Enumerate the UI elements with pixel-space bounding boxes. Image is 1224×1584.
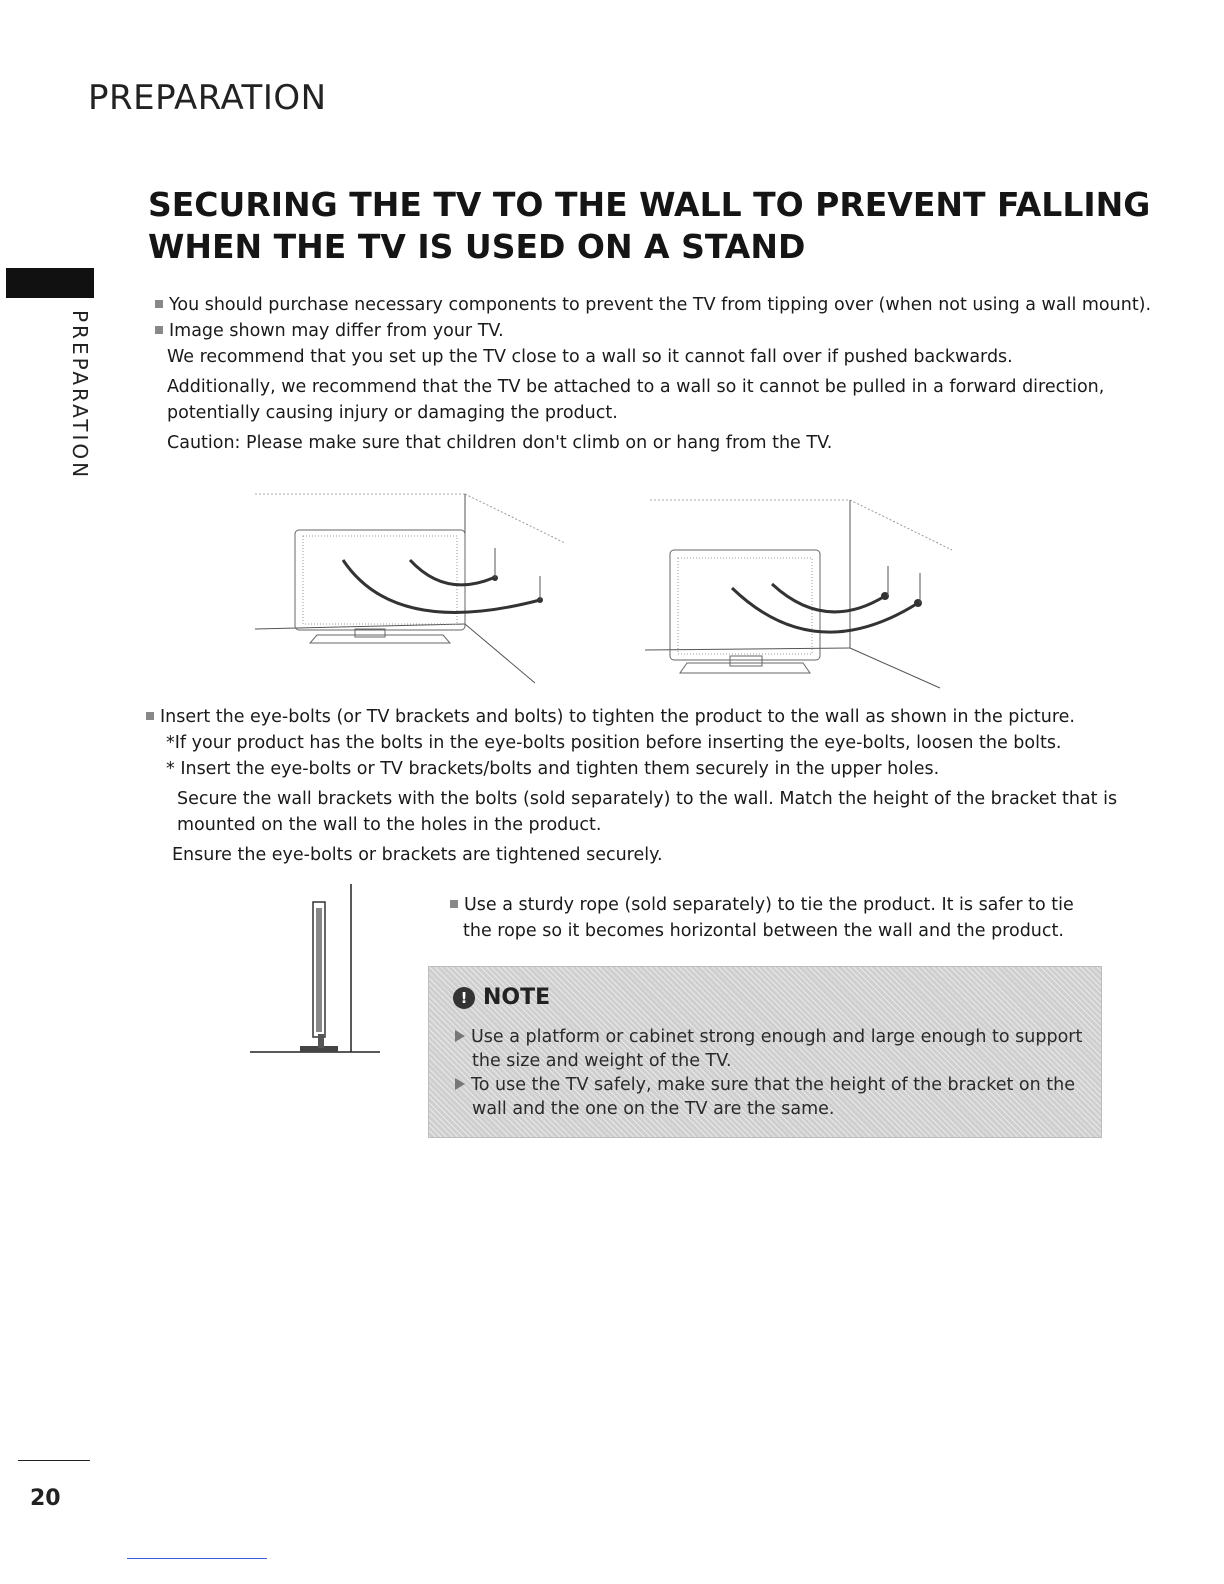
section-header: PREPARATION (88, 78, 327, 118)
title-line-1: SECURING THE TV TO THE WALL TO PREVENT FALLING (148, 185, 1151, 224)
caution-line: Caution: Please make sure that children don't climb on or hang from the TV. (167, 433, 833, 453)
side-tab-marker (6, 268, 94, 298)
intro-line: Additionally, we recommend that the TV be attached to a wall so it cannot be pulled in a forward direction, (167, 377, 1105, 397)
square-bullet-icon (155, 326, 163, 334)
steps-line: mounted on the wall to the holes in the product. (177, 815, 602, 835)
triangle-bullet-icon (455, 1078, 465, 1090)
tv-wall-cable-illustration-left (255, 488, 575, 698)
steps-line: Ensure the eye-bolts or brackets are tightened securely. (172, 845, 663, 865)
side-tab-label: PREPARATION (68, 310, 92, 481)
steps-bullet: Insert the eye-bolts (or TV brackets and bolts) to tighten the product to the wall as shown in the picture. (146, 704, 1146, 730)
rope-line: Use a sturdy rope (sold separately) to tie the product. It is safer to tie (450, 892, 1090, 918)
intro-bullet: Image shown may differ from your TV. (155, 318, 1155, 344)
info-icon: ! (453, 987, 475, 1009)
note-heading: ! NOTE (453, 985, 550, 1010)
note-box (428, 966, 1102, 1138)
tv-side-view-illustration (250, 884, 385, 1059)
title-line-2: WHEN THE TV IS USED ON A STAND (148, 227, 806, 266)
bottom-link-underline (127, 1558, 267, 1559)
steps-footnote: * Insert the eye-bolts or TV brackets/bolts and tighten them securely in the upper holes. (166, 759, 940, 779)
square-bullet-icon (450, 900, 458, 908)
footer-rule (18, 1460, 90, 1461)
page-number: 20 (30, 1486, 61, 1511)
steps-line: Secure the wall brackets with the bolts (sold separately) to the wall. Match the height of the bracket that is (177, 789, 1118, 809)
page-title (148, 184, 1151, 268)
rope-instruction (450, 892, 1090, 944)
rope-line: the rope so it becomes horizontal between the wall and the product. (463, 921, 1064, 941)
square-bullet-icon (146, 712, 154, 720)
tv-wall-cable-illustration-right (640, 488, 960, 698)
steps-footnote: *If your product has the bolts in the eye-bolts position before inserting the eye-bolts, loosen the bolts. (166, 733, 1062, 753)
intro-line: potentially causing injury or damaging the product. (167, 403, 618, 423)
intro-bullet: You should purchase necessary components to prevent the TV from tipping over (when not using a wall mount). (155, 292, 1155, 318)
triangle-bullet-icon (455, 1030, 465, 1042)
installation-steps (146, 704, 1146, 868)
note-item: To use the TV safely, make sure that the height of the bracket on the (455, 1073, 1095, 1097)
note-items (455, 1025, 1095, 1121)
square-bullet-icon (155, 300, 163, 308)
note-item-continuation: wall and the one on the TV are the same. (472, 1099, 835, 1119)
intro-line: We recommend that you set up the TV close to a wall so it cannot fall over if pushed backwards. (167, 347, 1013, 367)
note-item-continuation: the size and weight of the TV. (472, 1051, 732, 1071)
intro-text (155, 292, 1155, 456)
note-item: Use a platform or cabinet strong enough and large enough to support (455, 1025, 1095, 1049)
